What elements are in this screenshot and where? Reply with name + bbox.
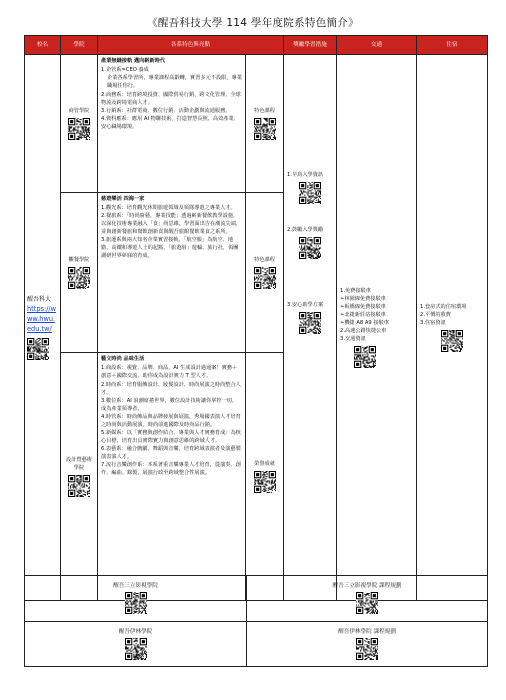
bottom-link-cell [25,576,247,622]
scholarship-item [287,226,333,259]
school-cell [25,55,61,601]
scholarship-label: 1.早鳥入學資訊 [287,172,324,179]
feature-item: 2.時尚系：培育服飾設計、妝髮設計、時尚展演之時尚整合人才。 [101,381,241,396]
header-transport: 交通 [337,36,417,55]
bottom-link-label: 醒吾三立影視學院 [113,583,158,589]
qr-code-icon[interactable] [68,267,90,289]
qr-code-icon[interactable] [68,118,90,140]
scholarship-item [287,301,333,334]
table-row [25,576,488,622]
table-row [25,622,488,667]
feature-item: 1.企管系=CEO 養成 [101,67,149,74]
feature-item: 3.行銷系：社群電商、數位行銷、活動企劃與流通服務。 [101,107,231,114]
bottom-link-label: 醒吾伊林學院 課程規劃 [338,629,396,635]
transport-item: ➢林園線免費接駁車 [340,295,386,302]
qr-code-icon[interactable] [356,638,378,660]
college-cell [61,353,98,601]
feature-item: 6.表藝系：融合戲劇、舞蹈與音樂，培育跨域表演者及演藝製演表演人才。 [101,446,241,461]
qr-code-icon[interactable] [299,312,321,334]
transport-item: 1.免費接駁車 [340,287,371,294]
college-name: 觀餐學院 [68,256,90,263]
transport-item: ➢機捷 A8 A9 接駁車 [340,320,389,327]
tag-label: 特色課程 [254,256,275,263]
qr-code-icon[interactable] [299,237,321,259]
table-header-row [25,36,488,55]
qr-code-icon[interactable] [441,330,463,352]
housing-item: 2.平價的收費 [420,312,451,319]
qr-code-icon[interactable] [254,118,276,140]
feature-item: 3.旅運系與兩大知名企業實習接軌，「航空服」為航空、地勤、高鐵和導遊人士的起點，「旅遊組」遊輪、旅行社，領團調研世界夢寐的育成。 [101,236,239,259]
header-housing: 住宿 [417,36,488,55]
features-cell [98,192,246,353]
tag-cell [246,192,284,353]
housing-item: 3.住宿資訊 [420,320,446,327]
header-scholarship: 獎勵學習措施 [284,36,337,55]
header-college: 學院 [61,36,98,55]
transport-cell [337,55,417,601]
tag-label: 榮譽成就 [254,461,275,468]
feature-item: 4.資科應系：應用 AI 物聯技術，打造智慧長照、高效產業、安心職場環境。 [101,115,239,130]
table-row [25,55,488,192]
college-name: 設計暨藝術學院 [66,457,92,472]
tag-label: 特色課程 [254,107,275,114]
qr-code-icon[interactable] [125,638,147,660]
housing-cell [417,55,488,601]
feature-item: 5.新媒系：以「實務與創作結合、專業與人才實務育成」為核心目標，培育出具實際實力與創意思維的跨域人才。 [101,429,241,444]
bottom-link-cell [247,622,488,667]
bottom-link-label: 醒吾伊林學院 [118,629,153,635]
transport-item: 2.高速公路快捷公車 [340,328,387,335]
features-block-title: 藝文時尚 品味生活 [101,356,145,363]
college-cell [61,55,98,192]
college-cell [61,192,98,353]
bottom-link-cell [247,576,488,622]
transport-item: ➢板橋線免費接駁車 [340,304,386,311]
features-cell [98,353,246,601]
qr-code-icon[interactable] [299,182,321,204]
qr-code-icon[interactable] [68,475,90,497]
scholarship-label: 3.安心助學方案 [287,302,324,309]
school-website-link[interactable]: https://www.hwu.edu.tw/ [27,305,57,333]
feature-item: 2.商務系：培育跨境投資、國際貿易行銷、跨文化管理、全球物流及跨境電商人才。 [101,91,241,106]
bottom-link-cell [25,622,247,667]
header-school: 校名 [25,36,61,55]
tag-cell [246,353,284,601]
school-name: 醒吾科大 [27,296,52,304]
qr-code-icon[interactable] [125,592,147,614]
housing-item: 1.套房式的住宿環境 [420,304,467,311]
scholarship-label: 2.鼓勵入學獎勵 [287,227,324,234]
bottom-link-label: 醒吾三立影視學院 課程規劃 [332,583,402,589]
qr-code-icon[interactable] [27,338,49,360]
feature-item: 3.數位系：AI 浪潮席捲世界，數位設計技術讓你掌控一切，成為產業領導者。 [101,397,238,412]
college-features-table [24,35,488,601]
feature-item: 4.時管系：時尚飾品與品牌發展與展演，秀場國表演人才培育之時尚與活動展演，時尚前進國際及時尚品行銷。 [101,413,241,428]
header-features: 各系特色與亮點 [98,36,284,55]
qr-code-icon[interactable] [356,592,378,614]
bottom-links-table [24,575,488,667]
transport-item: 3.交通資訊 [340,336,366,343]
feature-item: 7.流行音樂創作系：本系著重音樂專業人才培育，從演奏、創作、編曲、錄製、展演行政至跨域整合性展演。 [101,462,241,477]
feature-item: 企業各系學習所，專業課程高齡轉，實習多元不設限，專業職場任你行。 [107,75,242,90]
qr-code-icon[interactable] [254,471,276,493]
feature-item: 2.餐旅系：「時尚廚藝，專業技能」透過嶄新餐飲教學設施，以深化技術專業融入「食」尚思維，學習面出吉在潮流尖端，並與創新餐旅和餐飲創新食與醒吾旅館餐飲業食之系所。 [101,212,242,235]
feature-item: 1.商設系：視覺、品牌、商品，AI 生成設計過通案！實務＋創意＋國際交流，助你成為設計實力 T 型人才。 [101,365,238,380]
features-block-title: 慈遊樂活 四海一家 [101,195,145,202]
feature-item: 1.觀光系：培育觀光休閒旅遊領域及領隊導遊之專業人才。 [101,204,236,211]
qr-code-icon[interactable] [254,267,276,289]
tag-cell [246,55,284,192]
scholarship-item [287,171,333,204]
scholarship-cell [284,55,337,601]
college-name: 商管學院 [68,107,90,114]
qr-code-icon[interactable] [354,346,376,368]
page-title: 《醒吾科技大學 114 學年度院系特色簡介》 [147,17,359,29]
features-cell [98,55,246,192]
transport-item: ➢北捷新莊站接駁車 [340,312,386,319]
features-block-title: 產業無縫接軌 邁向嶄新時代 [101,58,166,65]
